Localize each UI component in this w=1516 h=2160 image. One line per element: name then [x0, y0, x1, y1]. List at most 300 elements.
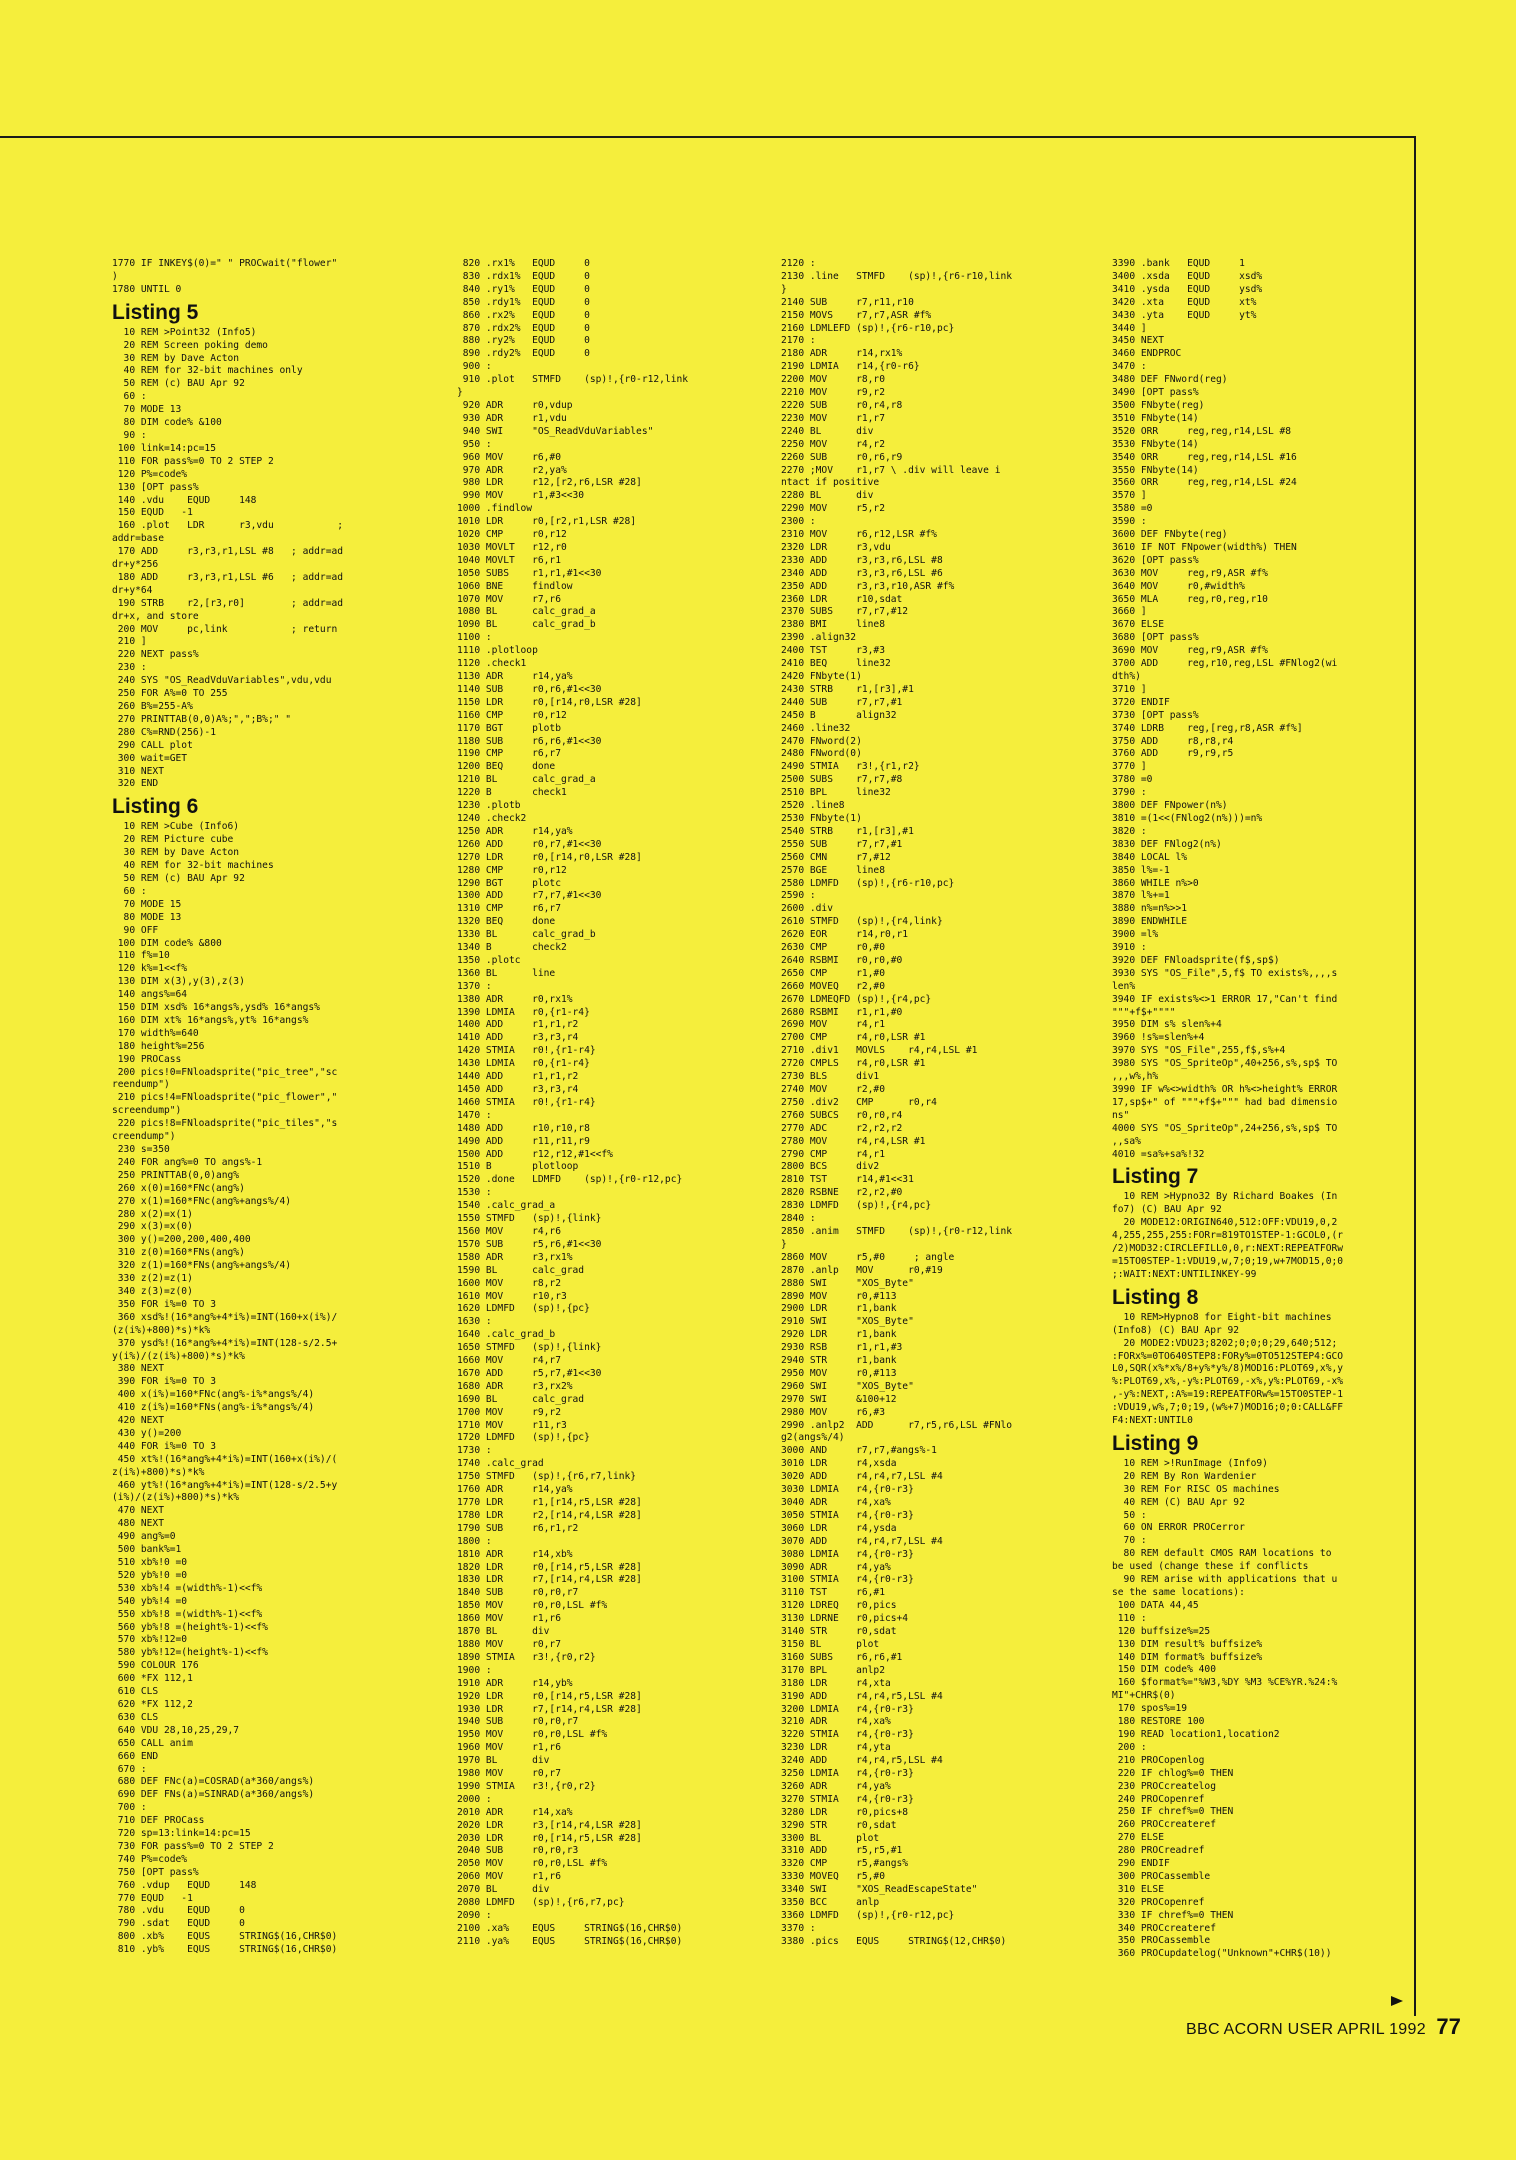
- code-line: 260 x(0)=160*FNc(ang%): [112, 1182, 245, 1194]
- code-line: 3510 FNbyte(14): [1112, 412, 1199, 424]
- code-line: 1620 LDMFD (sp)!,{pc}: [457, 1303, 590, 1315]
- code-line: 3610 IF NOT FNpower(width%) THEN: [1112, 541, 1297, 553]
- code-line: 3340 SWI "XOS_ReadEscapeState": [781, 1884, 978, 1896]
- code-line: 2920 LDR r1,bank: [781, 1329, 897, 1341]
- code-line: 900 :: [457, 361, 492, 373]
- code-line: 940 SWI "OS_ReadVduVariables": [457, 425, 654, 437]
- code-line: 620 *FX 112,2: [112, 1698, 193, 1710]
- code-line: =15TO0STEP-1:VDU19,w,7;0;19,w+7MOD15,0;0: [1112, 1255, 1344, 1267]
- code-line: 2040 SUB r0,r0,r3: [457, 1845, 579, 1857]
- code-line: 2940 STR r1,bank: [781, 1355, 897, 1367]
- code-line: 80 REM default CMOS RAM locations to: [1112, 1548, 1332, 1560]
- code-line: 70 MODE 13: [112, 404, 182, 416]
- code-line: 1220 B check1: [457, 787, 567, 799]
- code-line: 3150 BL plot: [781, 1638, 880, 1650]
- code-line: 2180 ADR r14,rx1%: [781, 348, 903, 360]
- code-line: 1180 SUB r6,r6,#1<<30: [457, 735, 602, 747]
- code-line: 2970 SWI &100+12: [781, 1393, 897, 1405]
- code-line: /2)MOD32:CIRCLEFILL0,0,r:NEXT:REPEATFORw: [1112, 1243, 1344, 1255]
- code-line: 2270 ;MOV r1,r7 \ .div will leave i: [781, 464, 1001, 476]
- code-line: 1730 :: [457, 1445, 492, 1457]
- code-line: 2200 MOV r8,r0: [781, 374, 885, 386]
- code-line: 310 NEXT: [112, 765, 164, 777]
- code-line: 80 DIM code% &100: [112, 417, 222, 429]
- code-line: 3990 IF w%<>width% OR h%<>height% ERROR: [1112, 1084, 1338, 1095]
- code-line: 2720 CMPLS r4,r0,LSR #1: [781, 1058, 926, 1070]
- code-line: :FORx%=0TO640STEP8:FORy%=0TO512STEP4:GCO: [1112, 1350, 1344, 1362]
- code-line: 150 DIM xsd% 16*angs%,ysd% 16*angs%: [112, 1002, 320, 1014]
- code-line: 10 REM >!RunImage (Info9): [1112, 1457, 1268, 1469]
- code-line: dth%): [1112, 671, 1141, 682]
- code-line: 3390 .bank EQUD 1: [1112, 258, 1245, 269]
- code-line: 2250 MOV r4,r2: [781, 438, 885, 450]
- code-line: 2300 :: [781, 516, 816, 528]
- code-line: 3770 ]: [1112, 761, 1147, 773]
- code-line: 130 [OPT pass%: [112, 481, 199, 493]
- code-line: 3430 .yta EQUD yt%: [1112, 309, 1257, 321]
- code-line: 140 .vdu EQUD 148: [112, 494, 257, 506]
- code-line: 1910 ADR r14,yb%: [457, 1677, 573, 1689]
- code-line: 290 ENDIF: [1112, 1858, 1170, 1870]
- code-line: 80 MODE 13: [112, 911, 182, 923]
- listing-column-4: [1112, 258, 1408, 2028]
- code-line: (z(i%)+800)*s)*k%: [112, 1324, 211, 1336]
- code-line: 3940 IF exists%<>1 ERROR 17,"Can't find: [1112, 993, 1338, 1005]
- code-line: 1120 .check1: [457, 658, 527, 670]
- code-line: 2560 CMN r7,#12: [781, 851, 891, 863]
- code-line: 3620 [OPT pass%: [1112, 554, 1199, 566]
- code-line: 1420 STMIA r0!,{r1-r4}: [457, 1045, 596, 1057]
- code-line: 2460 .line32: [781, 722, 851, 734]
- code-line: 1200 BEQ done: [457, 761, 556, 773]
- code-line: 420 NEXT: [112, 1415, 164, 1427]
- code-line: 3110 TST r6,#1: [781, 1587, 885, 1599]
- code-line: 170 ADD r3,r3,r1,LSL #8 ; addr=ad: [112, 546, 344, 558]
- page-frame-top-rule: [0, 136, 1416, 138]
- code-line: 2120 :: [781, 258, 816, 269]
- code-line: L0,SQR(x%*x%/8+y%*y%/8)MOD16:PLOT69,x%,y: [1112, 1363, 1344, 1375]
- code-line: 700 :: [112, 1802, 147, 1814]
- code-line: 1390 LDMIA r0,{r1-r4}: [457, 1006, 590, 1018]
- code-line: 210 pics!4=FNloadsprite("pic_flower",": [112, 1092, 338, 1104]
- code-line: (i%)/(z(i%)+800)*s)*k%: [112, 1492, 240, 1504]
- code-line: 320 END: [112, 778, 159, 790]
- code-line: 4010 =sa%+sa%!32: [1112, 1148, 1205, 1160]
- code-line: 3320 CMP r5,#angs%: [781, 1858, 909, 1870]
- code-line: 730 FOR pass%=0 TO 2 STEP 2: [112, 1840, 274, 1852]
- code-line: 250 FOR A%=0 TO 255: [112, 688, 228, 700]
- code-line: len%: [1112, 980, 1136, 992]
- code-line: 660 END: [112, 1750, 159, 1762]
- code-line: 3220 STMIA r4,{r0-r3}: [781, 1729, 914, 1741]
- code-line: 3640 MOV r0,#width%: [1112, 580, 1245, 592]
- code-line: 1590 BL calc_grad: [457, 1264, 585, 1276]
- code-line: 470 NEXT: [112, 1505, 164, 1517]
- code-line: 570 xb%!12=0: [112, 1634, 188, 1646]
- code-line: 1930 LDR r7,[r14,r4,LSR #28]: [457, 1703, 642, 1715]
- code-line: 290 x(3)=x(0): [112, 1221, 193, 1233]
- code-line: 290 CALL plot: [112, 739, 193, 751]
- code-line: 2010 ADR r14,xa%: [457, 1806, 573, 1818]
- code-line: 1650 STMFD (sp)!,{link}: [457, 1342, 602, 1354]
- code-line: 3760 ADD r9,r9,r5: [1112, 748, 1234, 760]
- code-line: 20 MODE2:VDU23;8202;0;0;0;29,640;512;: [1112, 1337, 1338, 1349]
- code-line: 270 PRINTTAB(0,0)A%;",";B%;" ": [112, 713, 292, 725]
- code-line: 3630 MOV reg,r9,ASR #f%: [1112, 567, 1268, 579]
- listing-column-3: [781, 258, 1101, 2028]
- code-line: 2080 LDMFD (sp)!,{r6,r7,pc}: [457, 1897, 625, 1909]
- code-line: 1790 SUB r6,r1,r2: [457, 1522, 579, 1534]
- code-line: 3190 ADD r4,r4,r5,LSL #4: [781, 1690, 943, 1702]
- code-line: 190 STRB r2,[r3,r0] ; addr=ad: [112, 597, 344, 609]
- code-line: 3580 =0: [1112, 503, 1153, 515]
- code-line: 60 ON ERROR PROCerror: [1112, 1522, 1245, 1534]
- code-line: 3860 WHILE n%>0: [1112, 877, 1199, 889]
- code-line: 380 NEXT: [112, 1363, 164, 1375]
- code-line: 2660 MOVEQ r2,#0: [781, 980, 885, 992]
- code-line: 3820 :: [1112, 825, 1147, 837]
- code-line: 140 DIM format% buffsize%: [1112, 1651, 1263, 1663]
- listing-heading: Listing 7: [1112, 1165, 1199, 1189]
- code-line: 2130 .line STMFD (sp)!,{r6-r10,link: [781, 270, 1013, 282]
- code-line: 2060 MOV r1,r6: [457, 1871, 561, 1883]
- code-line: 780 .vdu EQUD 0: [112, 1905, 245, 1917]
- code-line: 390 FOR i%=0 TO 3: [112, 1376, 216, 1388]
- code-line: 240 PROCopenref: [1112, 1793, 1205, 1805]
- code-line: 3450 NEXT: [1112, 335, 1164, 347]
- code-line: 3160 SUBS r6,r6,#1: [781, 1651, 903, 1663]
- code-line: 20 REM Picture cube: [112, 834, 234, 846]
- code-line: g2(angs%/4): [781, 1432, 845, 1444]
- code-line: 1020 CMP r0,r12: [457, 529, 567, 541]
- code-line: 370 ysd%!(16*ang%+4*i%)=INT(128-s/2.5+: [112, 1337, 338, 1349]
- code-line: ns": [1112, 1109, 1130, 1121]
- code-line: 3100 STMIA r4,{r0-r3}: [781, 1574, 914, 1586]
- code-line: 1990 STMIA r3!,{r0,r2}: [457, 1780, 596, 1792]
- code-line: 2160 LDMLEFD (sp)!,{r6-r10,pc}: [781, 322, 955, 334]
- code-line: 600 *FX 112,1: [112, 1673, 193, 1685]
- code-line: 1850 MOV r0,r0,LSL #f%: [457, 1600, 608, 1612]
- code-line: 1690 BL calc_grad: [457, 1393, 585, 1405]
- code-line: 180 height%=256: [112, 1040, 205, 1052]
- code-line: 2320 LDR r3,vdu: [781, 541, 891, 553]
- listing-heading: Listing 5: [112, 300, 199, 324]
- code-line: 110 FOR pass%=0 TO 2 STEP 2: [112, 455, 274, 467]
- code-line: 190 READ location1,location2: [1112, 1728, 1280, 1740]
- code-line: 3480 DEF FNword(reg): [1112, 374, 1228, 386]
- code-line: 2880 SWI "XOS_Byte": [781, 1277, 914, 1289]
- page-number: 77: [1436, 2014, 1461, 2039]
- code-line: 750 [OPT pass%: [112, 1866, 199, 1878]
- code-line: 3500 FNbyte(reg): [1112, 399, 1205, 411]
- code-line: 3570 ]: [1112, 490, 1147, 502]
- code-line: 340 PROCcreateref: [1112, 1922, 1216, 1934]
- code-line: 2050 MOV r0,r0,LSL #f%: [457, 1858, 608, 1870]
- code-line: 3130 LDRNE r0,pics+4: [781, 1613, 909, 1625]
- code-line: 2190 LDMIA r14,{r0-r6}: [781, 361, 920, 373]
- code-line: 1960 MOV r1,r6: [457, 1742, 561, 1754]
- code-line: ;:WAIT:NEXT:UNTILINKEY-99: [1112, 1268, 1257, 1280]
- code-line: }: [781, 1238, 787, 1250]
- code-line: 1580 ADR r3,rx1%: [457, 1251, 573, 1263]
- code-line: 2910 SWI "XOS_Byte": [781, 1316, 914, 1328]
- code-line: 2330 ADD r3,r3,r6,LSL #8: [781, 554, 943, 566]
- code-line: 1870 BL div: [457, 1626, 550, 1638]
- code-line: 1720 LDMFD (sp)!,{pc}: [457, 1432, 590, 1444]
- code-line: 1640 .calc_grad_b: [457, 1329, 556, 1341]
- code-line: 1520 .done LDMFD (sp)!,{r0-r12,pc}: [457, 1174, 683, 1186]
- code-line: 160 $format%="%W3,%DY %M3 %CE%YR.%24:%: [1112, 1677, 1338, 1689]
- code-line: 2530 FNbyte(1): [781, 812, 862, 824]
- code-line: 2850 .anim STMFD (sp)!,{r0-r12,link: [781, 1225, 1013, 1237]
- code-line: 1090 BL calc_grad_b: [457, 619, 596, 631]
- code-line: ,-y%:NEXT,:A%=19:REPEATFORw%=15TO0STEP-1: [1112, 1389, 1344, 1401]
- code-line: 340 z(3)=z(0): [112, 1285, 193, 1297]
- code-line: 1600 MOV r8,r2: [457, 1277, 561, 1289]
- listing-column-1: [112, 258, 432, 2028]
- code-line: 590 COLOUR 176: [112, 1660, 199, 1672]
- code-line: 3560 ORR reg,reg,r14,LSL #24: [1112, 477, 1297, 489]
- code-line: 2650 CMP r1,#0: [781, 967, 885, 979]
- code-line: 760 .vdup EQUD 148: [112, 1879, 257, 1891]
- code-line: 3980 SYS "OS_SpriteOp",40+256,s%,sp$ TO: [1112, 1058, 1338, 1070]
- code-line: 3230 LDR r4,yta: [781, 1742, 891, 1754]
- code-line: z(i%)+800)*s)*k%: [112, 1466, 205, 1478]
- code-line: MI"+CHR$(0): [1112, 1690, 1176, 1702]
- code-line: 1040 MOVLT r6,r1: [457, 554, 561, 566]
- code-line: 1800 :: [457, 1535, 492, 1547]
- code-line: 3410 .ysda EQUD ysd%: [1112, 283, 1263, 295]
- code-line: 540 yb%!4 =0: [112, 1595, 188, 1607]
- code-line: 190 PROCass: [112, 1053, 182, 1065]
- code-line: 1470 :: [457, 1109, 492, 1121]
- code-line: 3120 LDREQ r0,pics: [781, 1600, 897, 1612]
- code-line: 3530 FNbyte(14): [1112, 438, 1199, 450]
- code-line: 430 y()=200: [112, 1427, 182, 1439]
- code-line: 2760 SUBCS r0,r0,r4: [781, 1109, 903, 1121]
- code-line: 2570 BGE line8: [781, 864, 885, 876]
- code-line: 180 RESTORE 100: [1112, 1716, 1205, 1728]
- code-line: 1310 CMP r6,r7: [457, 903, 561, 915]
- listing-column-2: [457, 258, 777, 2028]
- code-line: 10 REM >Hypno32 By Richard Boakes (In: [1112, 1191, 1338, 1203]
- code-line: 3440 ]: [1112, 322, 1147, 334]
- code-line: 140 angs%=64: [112, 989, 188, 1001]
- code-line: 1170 BGT plotb: [457, 722, 561, 734]
- code-line: 930 ADR r1,vdu: [457, 412, 567, 424]
- code-line: """+f$+"""": [1112, 1006, 1176, 1018]
- code-line: 2840 :: [781, 1213, 816, 1225]
- code-line: 3020 ADD r4,r4,r7,LSL #4: [781, 1471, 943, 1483]
- code-line: 1000 .findlow: [457, 503, 533, 515]
- code-line: 2960 SWI "XOS_Byte": [781, 1380, 914, 1392]
- code-line: 2440 SUB r7,r7,#1: [781, 696, 903, 708]
- code-line: 720 sp=13:link=14:pc=15: [112, 1828, 251, 1840]
- code-line: 1190 CMP r6,r7: [457, 748, 561, 760]
- code-line: 3870 l%+=1: [1112, 890, 1170, 902]
- code-line: 960 MOV r6,#0: [457, 451, 561, 463]
- code-line: 300 PROCassemble: [1112, 1870, 1211, 1882]
- code-line: %:PLOT69,x%,-y%:PLOT69,-x%,y%:PLOT69,-x%: [1112, 1376, 1344, 1388]
- code-line: 310 ELSE: [1112, 1883, 1164, 1895]
- code-line: 2140 SUB r7,r11,r10: [781, 296, 914, 308]
- code-line: 980 LDR r12,[r2,r6,LSR #28]: [457, 477, 642, 489]
- code-line: 1010 LDR r0,[r2,r1,LSR #28]: [457, 516, 637, 528]
- code-line: 1110 .plotloop: [457, 645, 538, 657]
- code-line: 1830 LDR r7,[r14,r4,LSR #28]: [457, 1574, 642, 1586]
- code-line: 1560 MOV r4,r6: [457, 1225, 561, 1237]
- code-line: 1230 .plotb: [457, 800, 521, 812]
- code-line: ,,,w%,h%: [1112, 1071, 1159, 1083]
- code-line: 280 PROCreadref: [1112, 1845, 1205, 1857]
- code-line: 2950 MOV r0,#113: [781, 1367, 897, 1379]
- code-line: 2860 MOV r5,#0 ; angle: [781, 1251, 955, 1263]
- code-line: 1530 :: [457, 1187, 492, 1199]
- code-line: 880 .ry2% EQUD 0: [457, 335, 590, 347]
- code-line: 1250 ADR r14,ya%: [457, 825, 573, 837]
- code-line: 580 yb%!12=(height%-1)<<f%: [112, 1647, 268, 1659]
- code-line: 1430 LDMIA r0,{r1-r4}: [457, 1058, 590, 1070]
- code-line: 2630 CMP r0,#0: [781, 942, 885, 954]
- code-line: 1900 :: [457, 1664, 492, 1676]
- code-line: 3180 LDR r4,xta: [781, 1677, 891, 1689]
- code-line: 2980 MOV r6,#3: [781, 1406, 885, 1418]
- code-line: 110 :: [1112, 1612, 1147, 1624]
- code-line: 2090 :: [457, 1910, 492, 1921]
- code-line: 630 CLS: [112, 1711, 159, 1723]
- code-line: 890 .rdy2% EQUD 0: [457, 348, 590, 360]
- code-line: 1780 UNTIL 0: [112, 283, 182, 295]
- code-line: 2240 BL div: [781, 425, 874, 437]
- code-line: 3720 ENDIF: [1112, 696, 1170, 708]
- code-line: 3840 LOCAL l%: [1112, 851, 1188, 863]
- code-line: 1070 MOV r7,r6: [457, 593, 561, 605]
- code-line: 1150 LDR r0,[r14,r0,LSR #28]: [457, 696, 642, 708]
- code-line: 2580 LDMFD (sp)!,{r6-r10,pc}: [781, 877, 955, 889]
- code-line: 3400 .xsda EQUD xsd%: [1112, 270, 1263, 282]
- code-line: 1610 MOV r10,r3: [457, 1290, 567, 1302]
- code-line: 3260 ADR r4,ya%: [781, 1780, 891, 1792]
- code-line: 1240 .check2: [457, 812, 527, 824]
- code-line: 130 DIM result% buffsize%: [1112, 1638, 1263, 1650]
- code-line: 2500 SUBS r7,r7,#8: [781, 774, 903, 786]
- code-line: 90 :: [112, 429, 147, 441]
- code-line: 3240 ADD r4,r4,r5,LSL #4: [781, 1755, 943, 1767]
- code-line: y(i%)/(z(i%)+800)*s)*k%: [112, 1350, 245, 1362]
- code-line: 2930 RSB r1,r1,#3: [781, 1342, 903, 1354]
- code-line: 2680 RSBMI r1,r1,#0: [781, 1006, 903, 1018]
- code-line: 200 pics!0=FNloadsprite("pic_tree","sc: [112, 1066, 338, 1078]
- code-line: 2810 TST r14,#1<<31: [781, 1174, 914, 1186]
- code-line: 2890 MOV r0,#113: [781, 1290, 897, 1302]
- code-line: }: [457, 387, 463, 399]
- code-line: ntact if positive: [781, 477, 880, 489]
- code-line: 2600 .div: [781, 903, 833, 915]
- code-line: 2310 MOV r6,r12,LSR #f%: [781, 529, 937, 541]
- code-line: 3670 ELSE: [1112, 619, 1164, 631]
- code-line: 1770 IF INKEY$(0)=" " PROCwait("flower": [112, 258, 338, 269]
- code-line: 4,255,255,255:FORr=819TO1STEP-1:GCOL0,(r: [1112, 1230, 1344, 1242]
- code-line: 3040 ADR r4,xa%: [781, 1497, 891, 1508]
- code-line: 120 P%=code%: [112, 468, 188, 480]
- code-line: 3300 BL plot: [781, 1832, 880, 1844]
- code-line: 150 DIM code% 400: [1112, 1664, 1216, 1676]
- code-line: 1260 ADD r0,r7,#1<<30: [457, 838, 602, 850]
- code-line: 990 MOV r1,#3<<30: [457, 490, 585, 502]
- code-line: 910 .plot STMFD (sp)!,{r0-r12,link: [457, 374, 689, 386]
- code-line: 850 .rdy1% EQUD 0: [457, 296, 590, 308]
- code-line: 2280 BL div: [781, 490, 874, 502]
- code-line: 640 VDU 28,10,25,29,7: [112, 1724, 240, 1736]
- code-line: 100 DATA 44,45: [1112, 1599, 1199, 1611]
- code-line: 3010 LDR r4,xsda: [781, 1458, 897, 1470]
- code-line: 2350 ADD r3,r3,r10,ASR #f%: [781, 580, 955, 592]
- code-line: 30 REM by Dave Acton: [112, 847, 240, 859]
- magazine-footer-title: BBC ACORN USER APRIL 1992: [1186, 2021, 1426, 2038]
- page-footer: [1186, 2014, 1461, 2044]
- code-line: 1130 ADR r14,ya%: [457, 671, 573, 682]
- code-line: 1370 :: [457, 980, 492, 992]
- continued-arrow-icon: [1391, 1996, 1403, 2006]
- code-line: reendump"): [112, 1079, 170, 1091]
- code-line: 100 link=14:pc=15: [112, 442, 216, 454]
- code-line: 1840 SUB r0,r0,r7: [457, 1587, 579, 1599]
- code-line: 2620 EOR r14,r0,r1: [781, 929, 909, 941]
- code-line: 3920 DEF FNloadsprite(f$,sp$): [1112, 954, 1280, 966]
- code-line: be used (change these if conflicts: [1112, 1561, 1309, 1573]
- code-line: 670 :: [112, 1763, 147, 1775]
- code-line: 3370 :: [781, 1922, 816, 1934]
- code-line: 950 :: [457, 438, 492, 450]
- code-line: 400 x(i%)=160*FNc(ang%-i%*angs%/4): [112, 1389, 315, 1401]
- code-line: 3680 [OPT pass%: [1112, 632, 1199, 644]
- code-line: 1400 ADD r1,r1,r2: [457, 1019, 579, 1031]
- code-line: 1710 MOV r11,r3: [457, 1419, 567, 1431]
- code-line: 2360 LDR r10,sdat: [781, 593, 903, 605]
- code-line: 810 .yb% EQUS STRING$(16,CHR$0): [112, 1944, 338, 1956]
- code-line: 820 .rx1% EQUD 0: [457, 258, 590, 269]
- code-line: 2490 STMIA r3!,{r1,r2}: [781, 761, 920, 773]
- code-line: 3590 :: [1112, 516, 1147, 528]
- code-line: 3650 MLA reg,r0,reg,r10: [1112, 593, 1268, 605]
- code-line: 3910 :: [1112, 942, 1147, 954]
- code-line: 330 IF chref%=0 THEN: [1112, 1909, 1234, 1921]
- code-line: 1550 STMFD (sp)!,{link}: [457, 1213, 602, 1225]
- code-line: 2780 MOV r4,r4,LSR #1: [781, 1135, 926, 1147]
- code-line: 1780 LDR r2,[r14,r4,LSR #28]: [457, 1509, 642, 1521]
- code-line: 3170 BPL anlp2: [781, 1664, 885, 1676]
- code-line: dr+y*256: [112, 559, 159, 571]
- code-line: 3210 ADR r4,xa%: [781, 1716, 891, 1728]
- code-line: 3290 STR r0,sdat: [781, 1819, 897, 1831]
- code-line: 2990 .anlp2 ADD r7,r5,r6,LSL #FNlo: [781, 1419, 1013, 1431]
- code-line: 40 REM for 32-bit machines only: [112, 365, 303, 377]
- code-line: 500 bank%=1: [112, 1544, 182, 1556]
- code-line: 1340 B check2: [457, 942, 567, 954]
- code-line: 610 CLS: [112, 1686, 159, 1698]
- code-line: 3140 STR r0,sdat: [781, 1626, 897, 1638]
- code-line: 550 xb%!8 =(width%-1)<<f%: [112, 1608, 263, 1620]
- code-line: 1360 BL line: [457, 967, 556, 979]
- code-line: 830 .rdx1% EQUD 0: [457, 270, 590, 282]
- code-line: 220 pics!8=FNloadsprite("pic_tiles","s: [112, 1118, 338, 1130]
- code-line: 1210 BL calc_grad_a: [457, 774, 596, 786]
- code-line: 1950 MOV r0,r0,LSL #f%: [457, 1729, 608, 1741]
- code-line: 2290 MOV r5,r2: [781, 503, 885, 515]
- code-line: ,,sa%: [1112, 1135, 1141, 1147]
- code-line: 360 xsd%!(16*ang%+4*i%)=INT(160+x(i%)/: [112, 1311, 338, 1323]
- code-line: 240 FOR ang%=0 TO angs%-1: [112, 1156, 263, 1168]
